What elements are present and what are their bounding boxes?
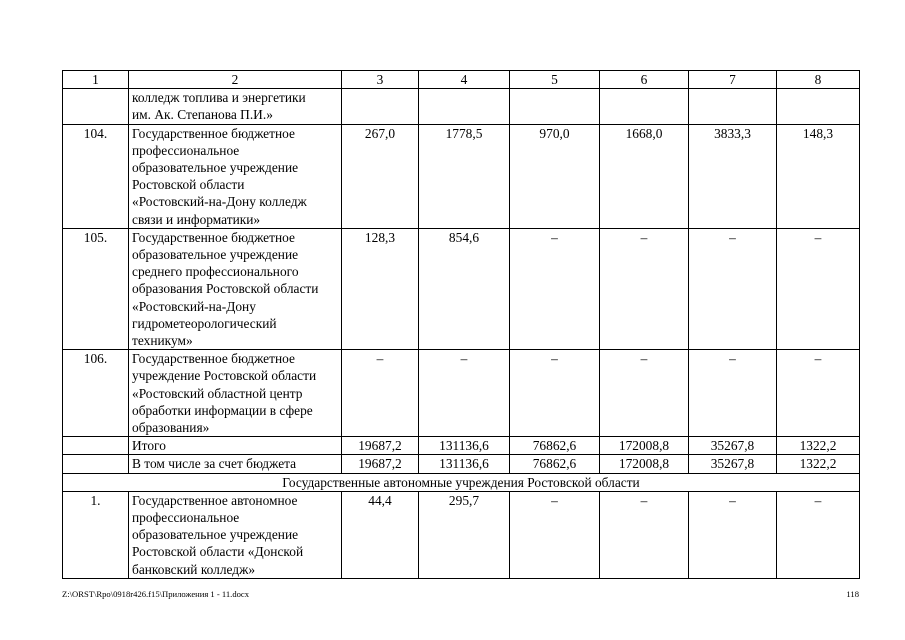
row-number-cell: 1.	[63, 491, 129, 578]
value-cell: –	[510, 491, 600, 578]
value-cell: –	[689, 228, 777, 349]
value-cell: –	[510, 350, 600, 437]
institution-name-cell: Государственное бюджетное учреждение Ростовской области «Ростовский областной центр обработки информации в сфере образования»	[129, 350, 342, 437]
value-cell: –	[689, 350, 777, 437]
value-cell: 19687,2	[342, 437, 419, 455]
header-cell: 3	[342, 71, 419, 89]
value-cell: 172008,8	[600, 455, 689, 473]
row-number-cell: 106.	[63, 350, 129, 437]
header-cell: 2	[129, 71, 342, 89]
value-cell: 3833,3	[689, 124, 777, 228]
header-cell: 8	[777, 71, 860, 89]
value-cell: –	[419, 350, 510, 437]
institution-name-cell: Государственное бюджетное профессиональное образовательное учреждение Ростовской области «Ростовский-на-Дону колледж связи и информатики»	[129, 124, 342, 228]
header-cell: 1	[63, 71, 129, 89]
value-cell: 970,0	[510, 124, 600, 228]
section-title: Государственные автономные учреждения Ростовской области	[63, 473, 860, 491]
value-cell: 128,3	[342, 228, 419, 349]
value-cell: 1668,0	[600, 124, 689, 228]
section-title-row	[63, 473, 860, 491]
table-row	[63, 350, 860, 437]
value-cell: 35267,8	[689, 437, 777, 455]
institution-name-cell: В том числе за счет бюджета	[129, 455, 342, 473]
table-row	[63, 124, 860, 228]
value-cell: –	[777, 228, 860, 349]
header-cell: 4	[419, 71, 510, 89]
value-cell: 172008,8	[600, 437, 689, 455]
value-cell: 76862,6	[510, 455, 600, 473]
value-cell: –	[777, 350, 860, 437]
value-cell: –	[510, 228, 600, 349]
value-cell: 267,0	[342, 124, 419, 228]
value-cell: 19687,2	[342, 455, 419, 473]
row-number-cell	[63, 89, 129, 124]
value-cell: 1322,2	[777, 437, 860, 455]
table-total-row	[63, 437, 860, 455]
table-row	[63, 491, 860, 578]
table-row	[63, 228, 860, 349]
value-cell: –	[600, 350, 689, 437]
value-cell: –	[777, 491, 860, 578]
value-cell: –	[600, 491, 689, 578]
value-cell: 131136,6	[419, 455, 510, 473]
institution-name-cell: Государственное бюджетное образовательное учреждение среднего профессионального образования Ростовской области «Ростовский-на-Дону гидрометеорологический техникум»	[129, 228, 342, 349]
value-cell	[419, 89, 510, 124]
header-cell: 5	[510, 71, 600, 89]
value-cell	[342, 89, 419, 124]
row-number-cell: 104.	[63, 124, 129, 228]
header-cell: 7	[689, 71, 777, 89]
institution-name-cell: Государственное автономное профессиональное образовательное учреждение Ростовской области «Донской банковский колледж»	[129, 491, 342, 578]
header-cell: 6	[600, 71, 689, 89]
value-cell: –	[689, 491, 777, 578]
institution-name-cell: колледж топлива и энергетики им. Ак. Степанова П.И.»	[129, 89, 342, 124]
value-cell: 35267,8	[689, 455, 777, 473]
value-cell: –	[600, 228, 689, 349]
budget-table	[62, 70, 860, 579]
row-number-cell	[63, 437, 129, 455]
row-number-cell: 105.	[63, 228, 129, 349]
table-header-row	[63, 71, 860, 89]
value-cell: 44,4	[342, 491, 419, 578]
value-cell: 1322,2	[777, 455, 860, 473]
value-cell	[777, 89, 860, 124]
value-cell: 76862,6	[510, 437, 600, 455]
institution-name-cell: Итого	[129, 437, 342, 455]
value-cell: 854,6	[419, 228, 510, 349]
table-total-row	[63, 455, 860, 473]
value-cell: –	[342, 350, 419, 437]
value-cell	[510, 89, 600, 124]
value-cell: 131136,6	[419, 437, 510, 455]
value-cell: 295,7	[419, 491, 510, 578]
value-cell	[600, 89, 689, 124]
row-number-cell	[63, 455, 129, 473]
page-number: 118	[846, 589, 859, 599]
value-cell: 148,3	[777, 124, 860, 228]
table-row	[63, 89, 860, 124]
value-cell: 1778,5	[419, 124, 510, 228]
value-cell	[689, 89, 777, 124]
footer-file-path: Z:\ORST\Rpo\0918r426.f15\Приложения 1 - 11.docx	[62, 589, 250, 599]
